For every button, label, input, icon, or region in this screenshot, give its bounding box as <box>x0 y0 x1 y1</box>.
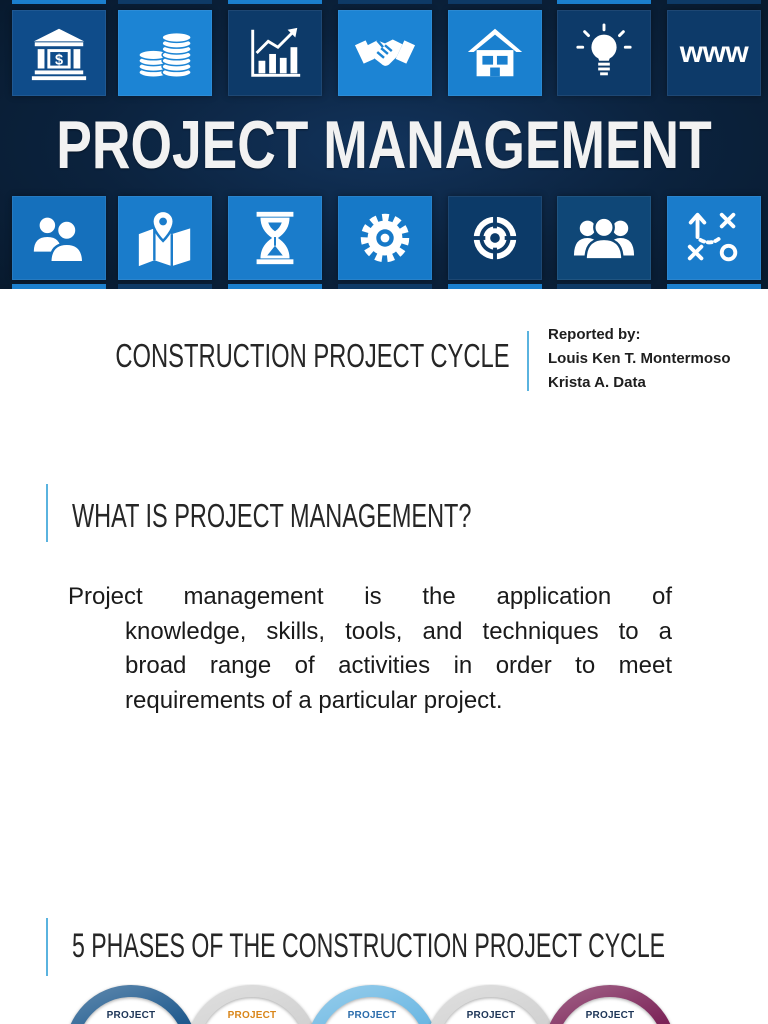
dollar-sign: $ <box>54 52 64 69</box>
tactics-icon <box>683 207 745 269</box>
tile-edge <box>228 0 322 4</box>
tile-edge <box>557 0 651 4</box>
tile-edge <box>667 0 761 4</box>
phase-ring <box>186 985 318 1024</box>
house-icon <box>464 22 526 84</box>
gear-icon <box>354 207 416 269</box>
reporter-name: Krista A. Data <box>548 374 646 391</box>
paragraph-line: Project management is the application of <box>68 583 672 610</box>
phase-label: PROJECT <box>106 1010 156 1021</box>
icon-tile <box>557 10 651 96</box>
tile-edge <box>338 284 432 289</box>
paragraph-line: knowledge, skills, tools, and techniques to a <box>125 617 672 645</box>
slide-heading: 5 PHASES OF THE CONSTRUCTION PROJECT CYCLE <box>72 927 666 965</box>
phase-ring <box>544 985 676 1024</box>
people-icon <box>28 207 90 269</box>
icon-tile <box>12 10 106 96</box>
target-icon <box>464 207 526 269</box>
phase-label: PROJECT <box>466 1010 516 1021</box>
title-divider <box>527 331 529 391</box>
definition-slide <box>0 470 768 870</box>
icon-tile <box>228 10 322 96</box>
tile-edge <box>557 284 651 289</box>
phases-slide <box>0 870 768 984</box>
icon-tile <box>667 10 761 96</box>
icon-tile <box>228 196 322 280</box>
slide-heading: WHAT IS PROJECT MANAGEMENT? <box>72 497 472 534</box>
tile-edge <box>12 284 106 289</box>
paragraph-line: broad range of activities in order to meet <box>125 652 672 680</box>
bank-icon <box>28 22 90 84</box>
group-icon <box>573 207 635 269</box>
tile-edge <box>667 284 761 289</box>
tile-edge <box>448 0 542 4</box>
phase-ring <box>425 985 557 1024</box>
tile-edge <box>118 0 212 4</box>
icon-tile <box>118 10 212 96</box>
icon-tile <box>557 196 651 280</box>
paragraph-line: requirements of a particular project. <box>125 687 503 715</box>
icon-tile <box>338 196 432 280</box>
heading-accent-bar <box>46 484 48 542</box>
presentation-title: CONSTRUCTION PROJECT CYCLE <box>115 337 510 374</box>
icon-tile <box>338 10 432 96</box>
icon-tile <box>12 196 106 280</box>
phase-label: PROJECT <box>347 1010 397 1021</box>
icon-tile <box>118 196 212 280</box>
phase-label: PROJECT <box>585 1010 635 1021</box>
icon-tile <box>667 196 761 280</box>
phase-label: PROJECT <box>227 1010 277 1021</box>
reported-by-label: Reported by: <box>548 326 641 343</box>
hourglass-icon <box>244 207 306 269</box>
icon-tile <box>448 10 542 96</box>
reporter-name: Louis Ken T. Montermoso <box>548 350 731 367</box>
tile-edge <box>118 284 212 289</box>
phase-ring <box>306 985 438 1024</box>
coins-icon <box>134 22 196 84</box>
icon-tile <box>448 196 542 280</box>
phase-cycle-diagram <box>0 984 768 1024</box>
title-slide <box>0 290 768 470</box>
lightbulb-icon <box>573 22 635 84</box>
bar-chart-icon <box>244 22 306 84</box>
reporters-block <box>548 323 731 395</box>
definition-paragraph <box>68 580 672 719</box>
banner-title: PROJECT MANAGEMENT <box>56 107 712 183</box>
handshake-icon <box>354 22 416 84</box>
phase-ring <box>65 985 197 1024</box>
www-icon: www <box>679 36 749 69</box>
tile-edge <box>12 0 106 4</box>
tile-edge <box>448 284 542 289</box>
map-pin-icon <box>134 207 196 269</box>
tile-edge <box>228 284 322 289</box>
heading-accent-bar <box>46 918 48 976</box>
project-management-banner <box>0 0 768 289</box>
tile-edge <box>338 0 432 4</box>
